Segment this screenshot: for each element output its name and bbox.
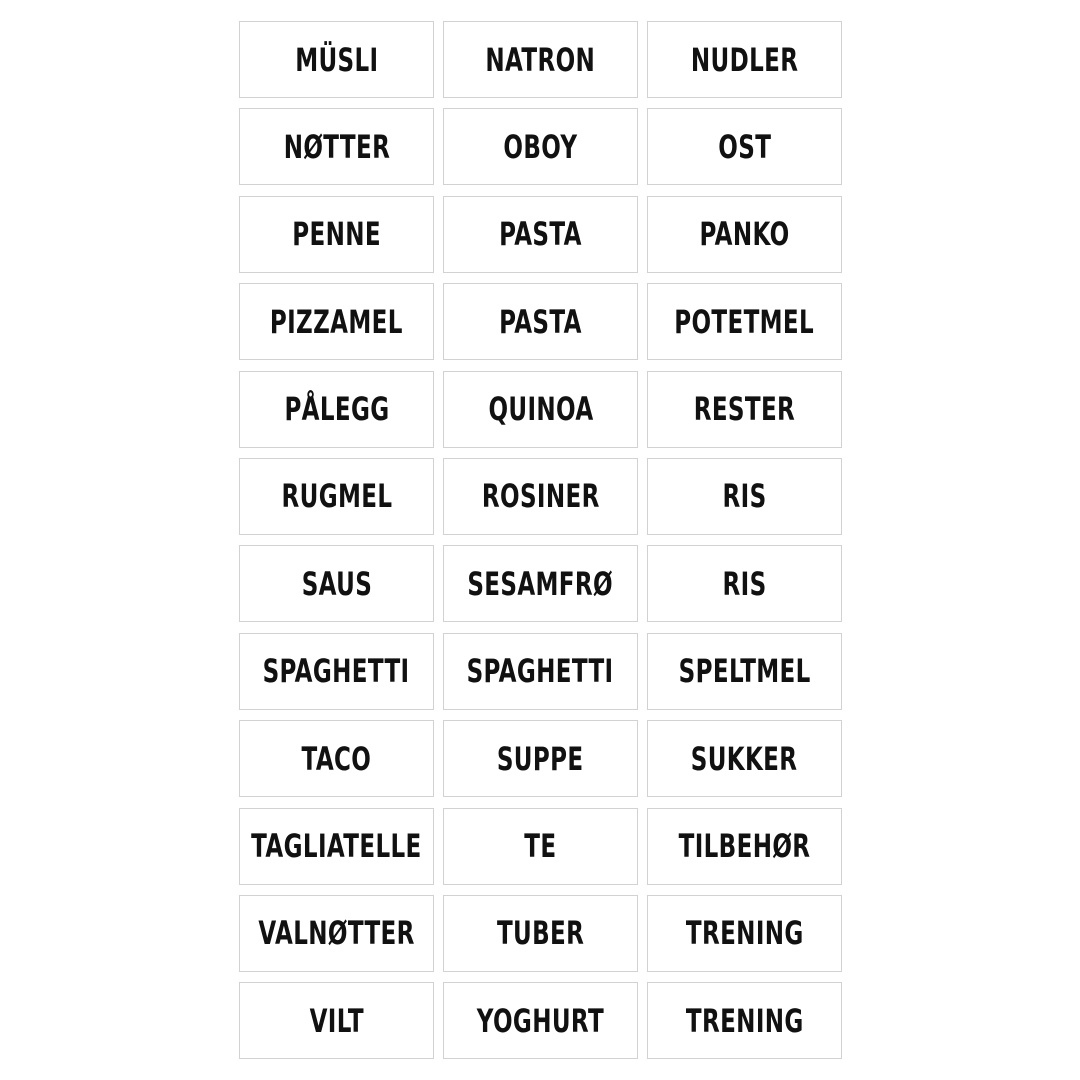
label-card: [239, 545, 434, 622]
label-card: [239, 720, 434, 797]
label-text: SPELTMEL: [678, 652, 811, 691]
label-text: NATRON: [485, 40, 596, 79]
label-card: [443, 982, 638, 1059]
label-card: [443, 895, 638, 972]
label-card: [239, 633, 434, 710]
label-card: [443, 545, 638, 622]
label-card: [443, 808, 638, 885]
label-card: [443, 21, 638, 98]
label-card: [443, 371, 638, 448]
label-card: [647, 545, 842, 622]
label-card: [647, 633, 842, 710]
label-card: [239, 982, 434, 1059]
label-card: [443, 283, 638, 360]
label-card: [239, 196, 434, 273]
label-card: [647, 720, 842, 797]
label-text: TRENING: [685, 914, 804, 953]
label-card: [443, 458, 638, 535]
label-text: TUBER: [496, 914, 585, 953]
label-card: [647, 808, 842, 885]
label-text: RUGMEL: [281, 477, 392, 516]
label-card: [647, 458, 842, 535]
label-text: MÜSLI: [294, 40, 379, 79]
label-text: PENNE: [292, 215, 381, 254]
label-text: VILT: [309, 1001, 364, 1040]
label-text: OST: [718, 127, 771, 166]
label-text: SUPPE: [497, 739, 584, 778]
label-text: TILBEHØR: [678, 827, 811, 866]
label-card: [647, 108, 842, 185]
label-text: RESTER: [693, 390, 796, 429]
label-text: NØTTER: [283, 127, 390, 166]
label-text: PANKO: [699, 215, 790, 254]
label-text: SUKKER: [691, 739, 798, 778]
label-card: [647, 283, 842, 360]
label-card: [239, 108, 434, 185]
label-text: PÅLEGG: [283, 390, 390, 429]
label-text: OBOY: [503, 127, 578, 166]
label-text: SPAGHETTI: [467, 652, 614, 691]
label-text: SPAGHETTI: [263, 652, 410, 691]
label-text: SESAMFRØ: [467, 564, 614, 603]
label-text: PASTA: [499, 302, 582, 341]
label-text: SAUS: [301, 564, 372, 603]
label-text: TE: [524, 827, 557, 866]
label-text: PIZZAMEL: [270, 302, 403, 341]
label-text: RIS: [722, 564, 767, 603]
label-text: POTETMEL: [674, 302, 815, 341]
label-card: [239, 371, 434, 448]
label-text: TAGLIATELLE: [251, 827, 422, 866]
label-card: [239, 283, 434, 360]
label-card: [443, 108, 638, 185]
label-card: [443, 633, 638, 710]
label-text: VALNØTTER: [258, 914, 415, 953]
label-text: NUDLER: [690, 40, 799, 79]
label-card: [647, 371, 842, 448]
label-card: [443, 720, 638, 797]
label-text: ROSINER: [481, 477, 600, 516]
label-card: [239, 895, 434, 972]
label-card: [647, 196, 842, 273]
label-card: [239, 21, 434, 98]
label-card: [647, 982, 842, 1059]
label-card: [647, 21, 842, 98]
label-card: [239, 808, 434, 885]
label-text: QUINOA: [487, 390, 594, 429]
label-text: RIS: [722, 477, 767, 516]
label-sheet: [239, 21, 842, 1059]
label-text: PASTA: [499, 215, 582, 254]
label-text: TACO: [301, 739, 372, 778]
label-text: TRENING: [685, 1001, 804, 1040]
label-card: [443, 196, 638, 273]
label-card: [239, 458, 434, 535]
label-text: YOGHURT: [476, 1001, 605, 1040]
label-card: [647, 895, 842, 972]
